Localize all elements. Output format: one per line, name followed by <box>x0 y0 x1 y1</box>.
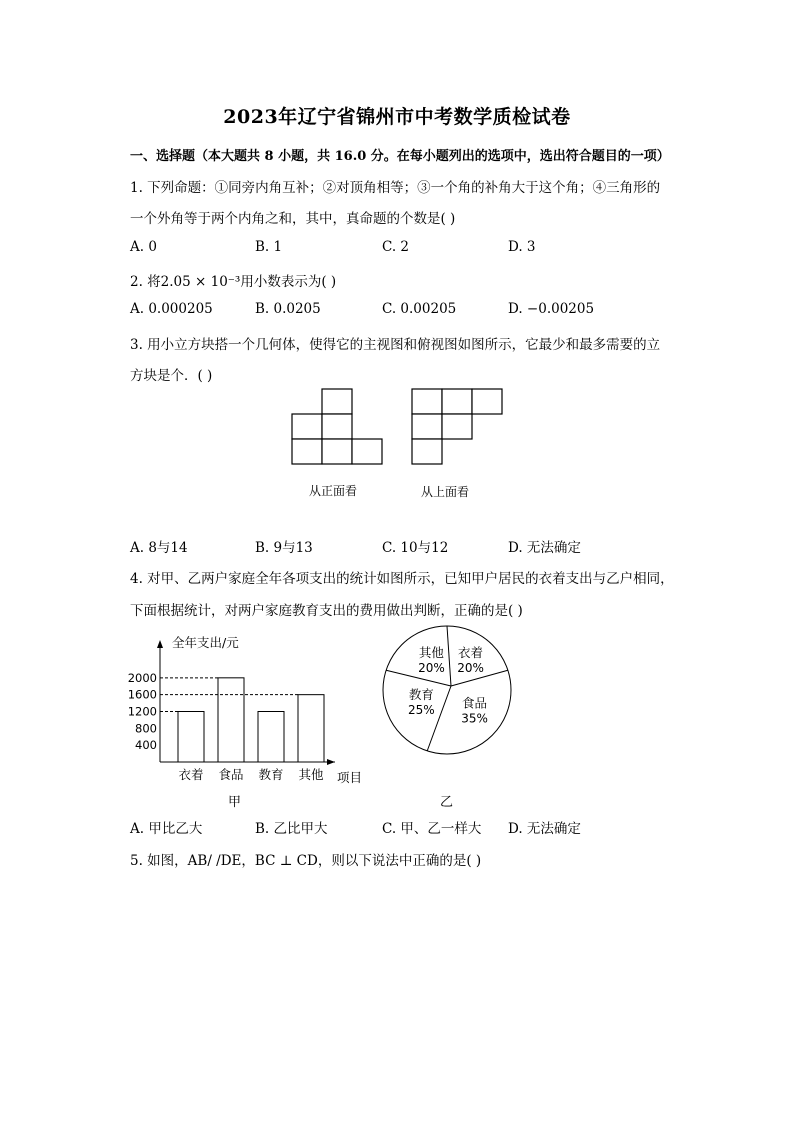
q3-option-c: C. 10与12 <box>382 540 449 556</box>
pie-slice-label: 衣着 <box>458 645 484 661</box>
q3-option-a: A. 8与14 <box>130 540 188 556</box>
x-axis-label: 项目 <box>337 770 363 785</box>
q1-option-a: A. 0 <box>130 239 157 255</box>
pie-slice-percent: 35% <box>461 711 488 726</box>
q2-option-b: B. 0.0205 <box>255 301 321 317</box>
q2-option-c: C. 0.00205 <box>382 301 457 317</box>
top-view-cube <box>412 439 442 464</box>
x-tick-label: 教育 <box>258 767 284 782</box>
x-tick-label: 食品 <box>218 767 244 782</box>
expense-pie-chart <box>380 625 520 760</box>
bar <box>298 695 324 762</box>
bar <box>178 712 204 763</box>
pie-chart-caption: 乙 <box>440 795 454 810</box>
y-tick-label: 2000 <box>127 670 157 685</box>
q3-views-figure <box>0 0 794 560</box>
x-axis-arrow <box>327 759 335 765</box>
q4-option-d: D. 无法确定 <box>508 821 581 837</box>
q5-text: 5. 如图，AB/ /DE，BC ⊥ CD，则以下说法中正确的是( ) <box>130 853 482 869</box>
q2-option-a: A. 0.000205 <box>130 301 213 317</box>
y-tick-label: 1200 <box>127 704 157 719</box>
pie-slice-label: 教育 <box>408 687 434 703</box>
q1-text-line1: 1. 下列命题：①同旁内角互补；②对顶角相等；③一个角的补角大于这个角；④三角形的 <box>130 180 661 196</box>
top-view-cube <box>412 414 442 439</box>
pie-slice-percent: 20% <box>418 661 445 676</box>
front-view-cube <box>322 439 352 464</box>
q1-option-c: C. 2 <box>382 239 410 255</box>
pie-slice-percent: 20% <box>457 661 484 676</box>
pie-slice-label: 食品 <box>462 695 488 711</box>
top-view-cube <box>472 389 502 414</box>
y-tick-label: 800 <box>135 721 157 736</box>
x-tick-label: 其他 <box>298 767 324 782</box>
front-view-cube <box>322 414 352 439</box>
q3-option-d: D. 无法确定 <box>508 540 581 556</box>
top-view-label: 从上面看 <box>421 485 470 499</box>
q3-text-line1: 3. 用小立方块搭一个几何体，使得它的主视图和俯视图如图所示，它最少和最多需要的立 <box>130 337 661 353</box>
pie-slice-label: 其他 <box>418 645 444 661</box>
q1-text-line2: 一个外角等于两个内角之和，其中，真命题的个数是( ) <box>130 211 456 227</box>
y-axis-arrow <box>157 640 163 648</box>
section-header: 一、选择题（本大题共 8 小题，共 16.0 分。在每小题列出的选项中，选出符合题目的一项） <box>130 149 670 164</box>
pie-slice-percent: 25% <box>408 703 435 718</box>
front-view-cube <box>322 389 352 414</box>
q1-option-b: B. 1 <box>255 239 283 255</box>
q4-option-b: B. 乙比甲大 <box>255 821 328 837</box>
bar-chart-caption: 甲 <box>228 795 242 810</box>
top-view-grid <box>412 389 502 464</box>
q4-option-c: C. 甲、乙一样大 <box>382 821 482 837</box>
top-view-cube <box>442 389 472 414</box>
bar <box>258 712 284 763</box>
front-view-cube <box>292 439 322 464</box>
bar <box>218 678 244 762</box>
front-view-cube <box>352 439 382 464</box>
pie-outline <box>383 626 511 754</box>
q3-option-b: B. 9与13 <box>255 540 313 556</box>
q1-option-d: D. 3 <box>508 239 536 255</box>
front-view-label: 从正面看 <box>309 484 358 498</box>
top-view-cube <box>442 414 472 439</box>
top-view-cube <box>412 389 442 414</box>
expense-bar-chart <box>120 625 380 795</box>
y-tick-label: 1600 <box>127 687 157 702</box>
q4-text-line1: 4. 对甲、乙两户家庭全年各项支出的统计如图所示，已知甲户居民的衣着支出与乙户相同， <box>130 571 674 587</box>
y-tick-label: 400 <box>135 738 157 753</box>
q4-text-line2: 下面根据统计，对两户家庭教育支出的费用做出判断，正确的是( ) <box>130 603 523 619</box>
q3-text-line2: 方块是个．( ) <box>130 368 213 384</box>
q2-text: 2. 将2.05 × 10⁻³用小数表示为( ) <box>130 274 337 290</box>
x-tick-label: 衣着 <box>178 767 204 782</box>
page-title: 2023年辽宁省锦州市中考数学质检试卷 <box>223 106 571 128</box>
front-view-grid <box>292 389 382 464</box>
q2-option-d: D. −0.00205 <box>508 301 595 317</box>
y-axis-label: 全年支出/元 <box>172 635 239 650</box>
front-view-cube <box>292 414 322 439</box>
q4-option-a: A. 甲比乙大 <box>130 821 203 837</box>
